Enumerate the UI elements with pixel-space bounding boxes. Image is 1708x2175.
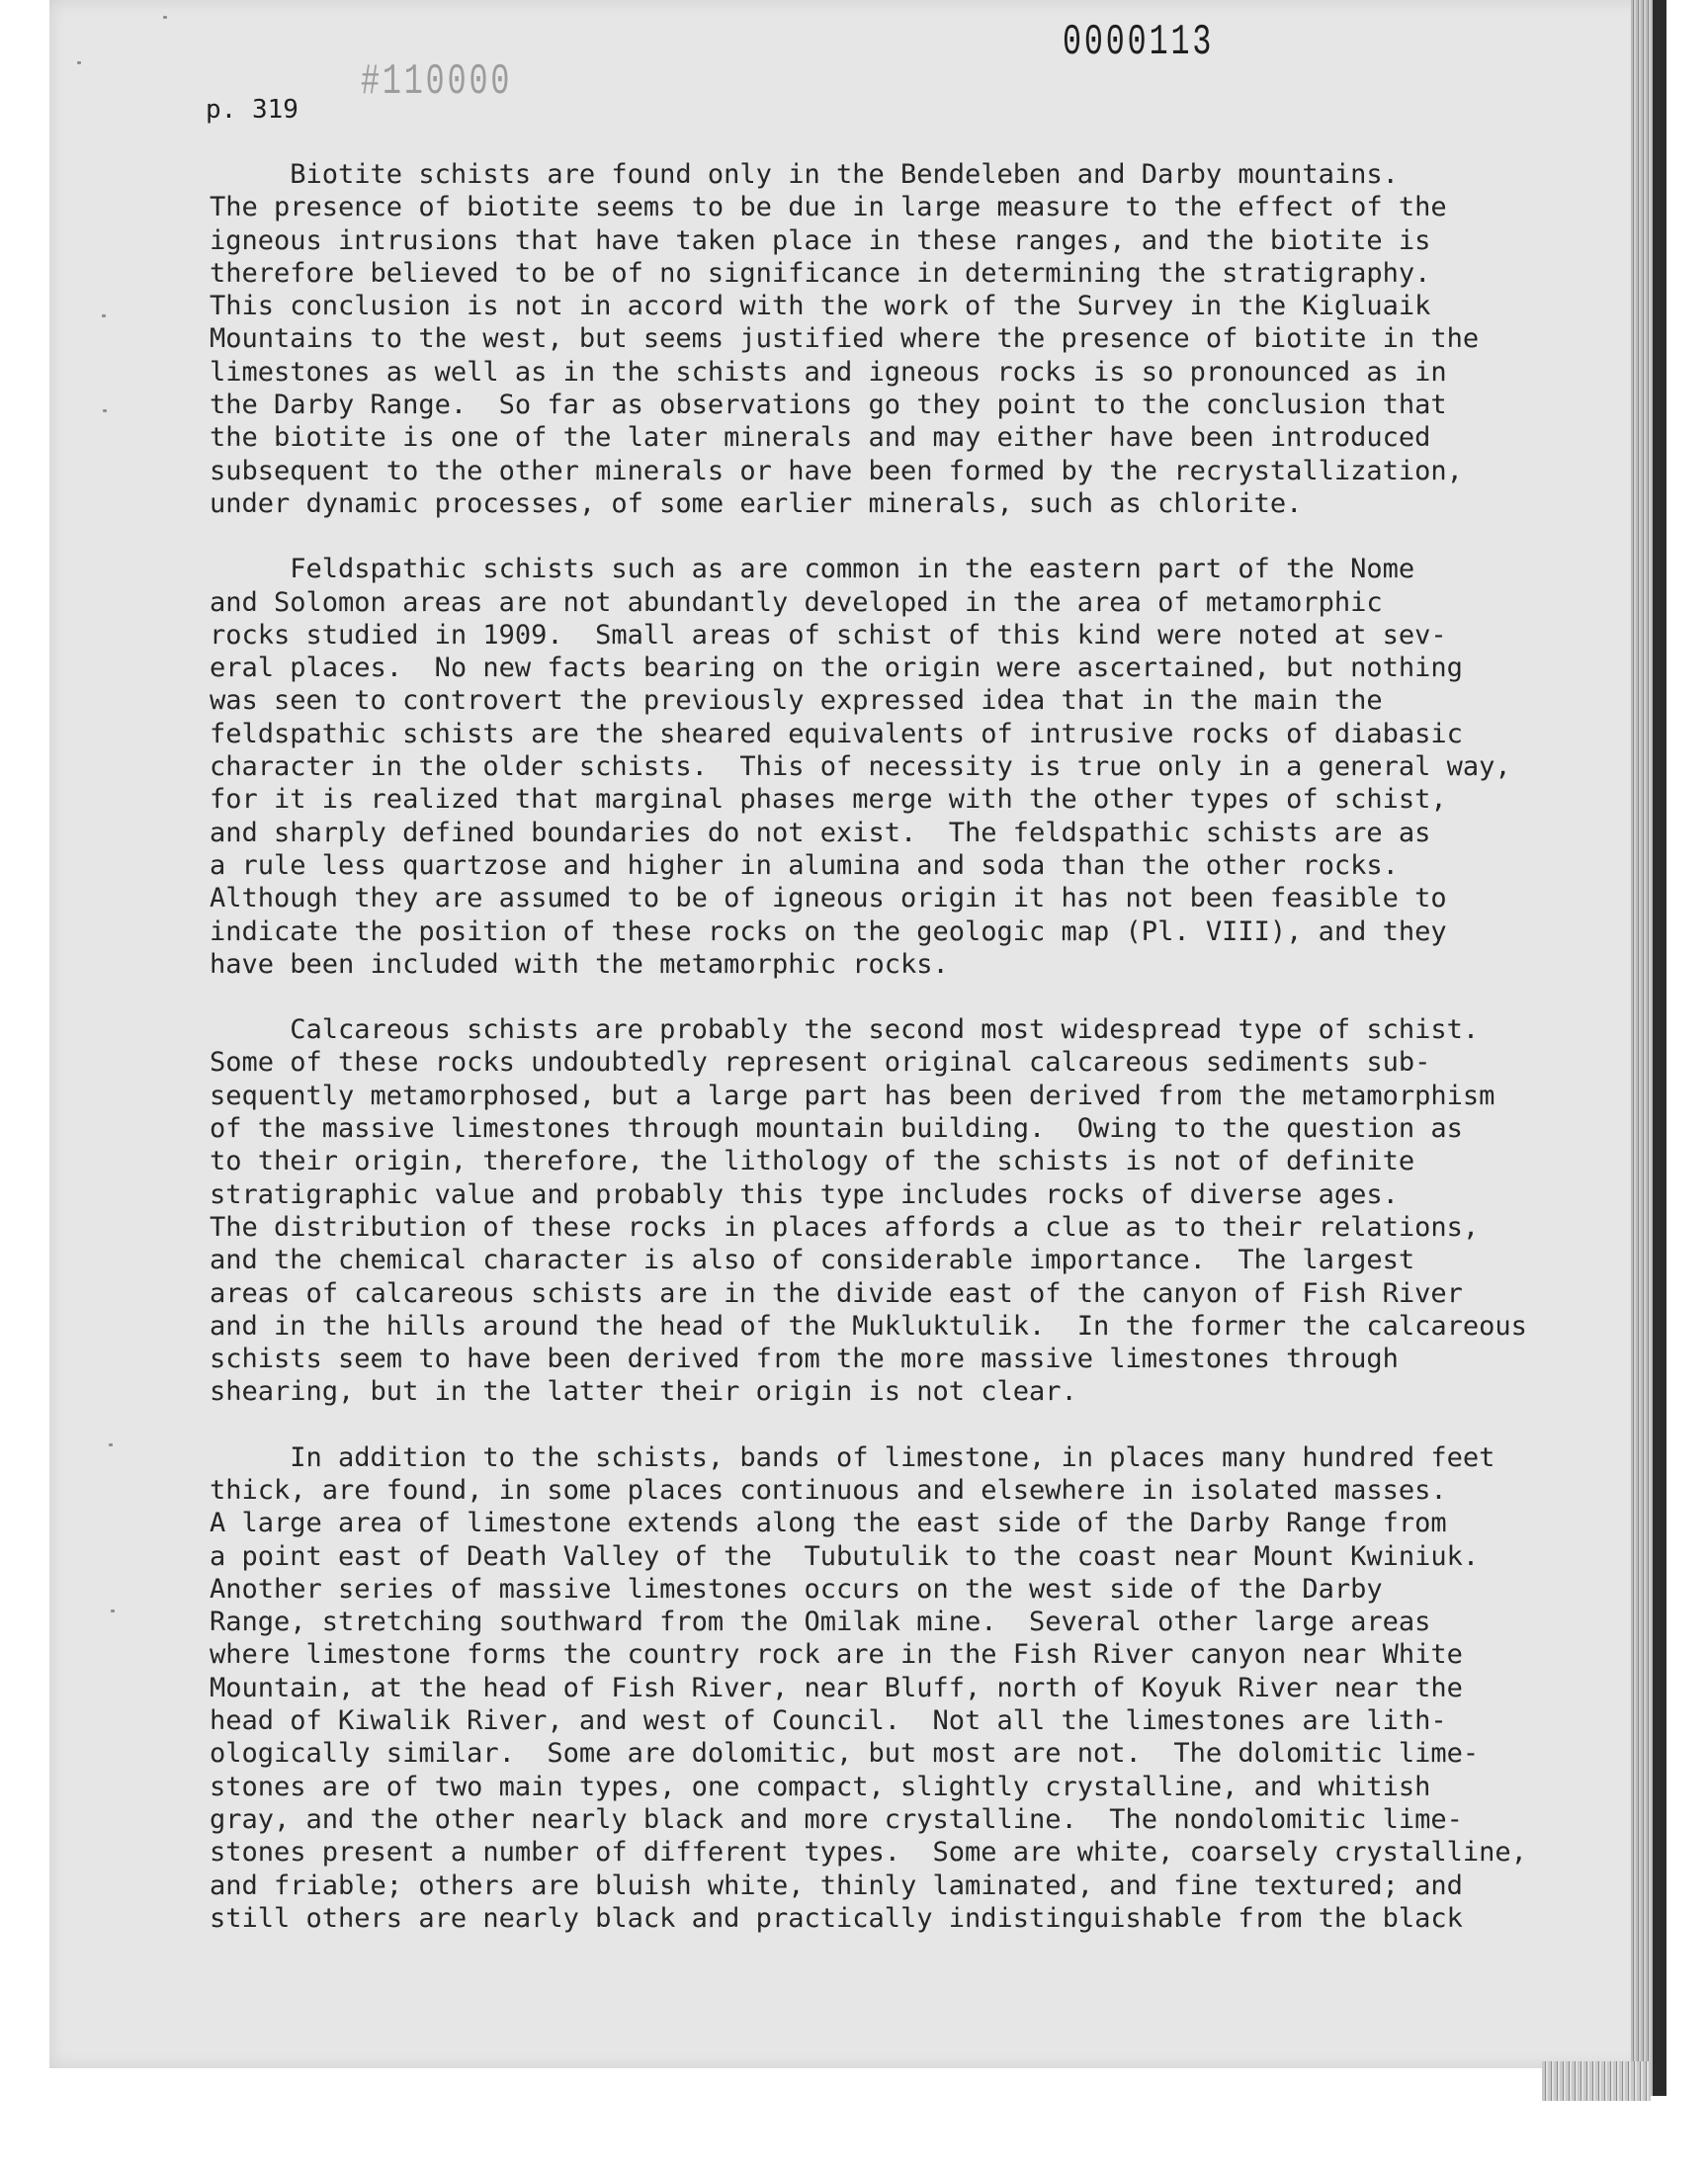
- text-line: The distribution of these rocks in places affords a clue as to their relations,: [210, 1211, 1480, 1243]
- text-line: eral places. No new facts bearing on the origin were ascertained, but nothing: [210, 652, 1463, 684]
- scan-edge-shadow: [1631, 0, 1653, 2096]
- text-line: and friable; others are bluish white, thinly laminated, and fine textured; and: [210, 1870, 1463, 1901]
- text-line: for it is realized that marginal phases merge with the other types of schist,: [210, 784, 1447, 816]
- text-line: to their origin, therefore, the lithology of the schists is not of definite: [210, 1146, 1415, 1177]
- text-line: thick, are found, in some places continuous and elsewhere in isolated masses.: [210, 1474, 1447, 1506]
- text-line: the Darby Range. So far as observations go they point to the conclusion that: [210, 390, 1447, 421]
- text-line: gray, and the other nearly black and more crystalline. The nondolomitic lime-: [210, 1803, 1463, 1835]
- scan-edge-dark: [1653, 0, 1666, 2096]
- text-line: Calcareous schists are probably the second most widespread type of schist.: [210, 1014, 1480, 1046]
- text-line: character in the older schists. This of necessity is true only in a general way,: [210, 751, 1511, 783]
- text-line: stones are of two main types, one compact, slightly crystalline, and whitish: [210, 1771, 1431, 1802]
- text-line: and the chemical character is also of considerable importance. The largest: [210, 1245, 1415, 1276]
- text-line: The presence of biotite seems to be due in large measure to the effect of the: [210, 192, 1447, 223]
- text-line: Mountains to the west, but seems justified where the presence of biotite in the: [210, 323, 1480, 355]
- document-id-stamp: 0000113: [1063, 18, 1215, 67]
- scan-bottom-artifact: [1542, 2061, 1651, 2101]
- page-number: p. 319: [206, 95, 299, 125]
- scan-margin: [1666, 0, 1708, 2175]
- scan-speck: [111, 1610, 115, 1612]
- text-line: was seen to controvert the previously expressed idea that in the main the: [210, 685, 1383, 717]
- scan-speck: [77, 61, 81, 64]
- scan-speck: [163, 16, 167, 19]
- text-line: Mountain, at the head of Fish River, near Bluff, north of Koyuk River near the: [210, 1672, 1463, 1703]
- text-line: feldspathic schists are the sheared equivalents of intrusive rocks of diabasic: [210, 718, 1463, 749]
- text-line: therefore believed to be of no significance in determining the stratigraphy.: [210, 257, 1431, 289]
- text-line: stones present a number of different types. Some are white, coarsely crystalline,: [210, 1837, 1527, 1869]
- text-line: where limestone forms the country rock are in the Fish River canyon near White: [210, 1639, 1463, 1671]
- scan-speck: [109, 1443, 113, 1446]
- text-line: stratigraphic value and probably this type includes rocks of diverse ages.: [210, 1178, 1399, 1210]
- scan-speck: [102, 314, 106, 317]
- text-line: Although they are assumed to be of igneous origin it has not been feasible to: [210, 883, 1447, 914]
- text-line: a point east of Death Valley of the Tubutulik to the coast near Mount Kwiniuk.: [210, 1540, 1480, 1572]
- text-line: the biotite is one of the later minerals and may either have been introduced: [210, 422, 1431, 454]
- scan-speck: [103, 409, 107, 412]
- paragraph: [210, 158, 1613, 520]
- paragraph: [210, 553, 1613, 981]
- text-line: ologically similar. Some are dolomitic, but most are not. The dolomitic lime-: [210, 1738, 1480, 1770]
- paragraph: [210, 1013, 1613, 1409]
- text-line: Some of these rocks undoubtedly represent original calcareous sediments sub-: [210, 1047, 1431, 1079]
- text-line: head of Kiwalik River, and west of Council. Not all the limestones are lith-: [210, 1705, 1447, 1737]
- text-line: under dynamic processes, of some earlier minerals, such as chlorite.: [210, 487, 1303, 519]
- text-line: shearing, but in the latter their origin is not clear.: [210, 1376, 1077, 1408]
- text-line: This conclusion is not in accord with the work of the Survey in the Kigluaik: [210, 291, 1431, 322]
- text-line: subsequent to the other minerals or have been formed by the recrystallization,: [210, 455, 1463, 486]
- faint-id-stamp: #110000: [361, 57, 513, 107]
- body-text: [210, 158, 1613, 1967]
- text-line: areas of calcareous schists are in the divide east of the canyon of Fish River: [210, 1277, 1463, 1309]
- text-line: indicate the position of these rocks on the geologic map (Pl. VIII), and they: [210, 915, 1447, 947]
- text-line: Feldspathic schists such as are common in the eastern part of the Nome: [210, 554, 1415, 585]
- text-line: igneous intrusions that have taken place in these ranges, and the biotite is: [210, 224, 1431, 256]
- text-line: and Solomon areas are not abundantly developed in the area of metamorphic: [210, 586, 1383, 618]
- text-line: rocks studied in 1909. Small areas of schist of this kind were noted at sev-: [210, 619, 1447, 651]
- paragraph: [210, 1441, 1613, 1935]
- text-line: Range, stretching southward from the Omilak mine. Several other large areas: [210, 1607, 1431, 1638]
- text-line: In addition to the schists, bands of limestone, in places many hundred feet: [210, 1441, 1495, 1473]
- text-line: and in the hills around the head of the Mukluktulik. In the former the calcareous: [210, 1310, 1527, 1342]
- text-line: schists seem to have been derived from the more massive limestones through: [210, 1344, 1399, 1375]
- text-line: sequently metamorphosed, but a large part has been derived from the metamorphism: [210, 1080, 1495, 1111]
- text-line: have been included with the metamorphic rocks.: [210, 948, 949, 980]
- text-line: Another series of massive limestones occurs on the west side of the Darby: [210, 1573, 1383, 1605]
- text-line: and sharply defined boundaries do not exist. The feldspathic schists are as: [210, 817, 1431, 848]
- text-line: a rule less quartzose and higher in alumina and soda than the other rocks.: [210, 849, 1399, 881]
- text-line: Biotite schists are found only in the Bendeleben and Darby mountains.: [210, 159, 1399, 190]
- text-line: A large area of limestone extends along the east side of the Darby Range from: [210, 1508, 1447, 1539]
- text-line: of the massive limestones through mountain building. Owing to the question as: [210, 1113, 1463, 1145]
- text-line: still others are nearly black and practically indistinguishable from the black: [210, 1902, 1463, 1934]
- text-line: limestones as well as in the schists and igneous rocks is so pronounced as in: [210, 356, 1447, 388]
